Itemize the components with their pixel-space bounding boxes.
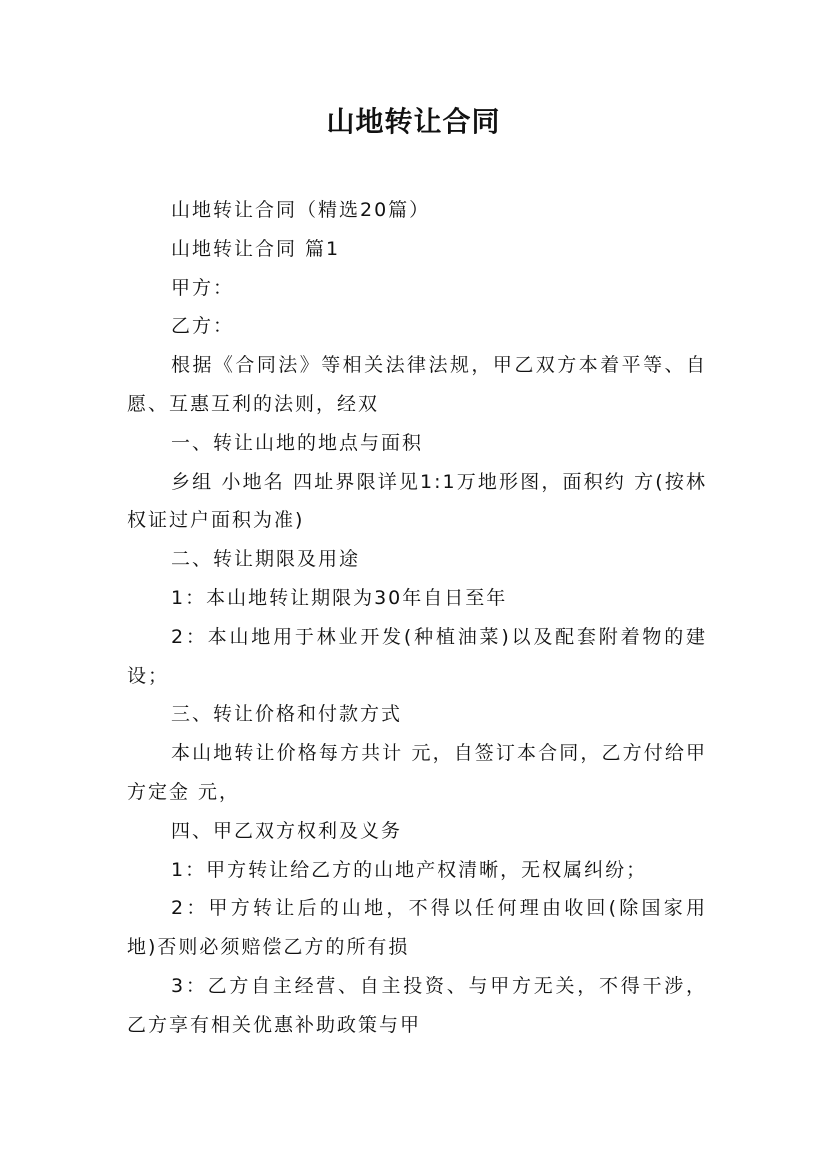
paragraph-heading-3: 三、转让价格和付款方式 bbox=[171, 703, 403, 726]
paragraph-price: 本山地转让价格每方共计 元，自签订本合同，乙方付给甲方定金 元， bbox=[127, 742, 707, 803]
paragraph-heading-2: 二、转让期限及用途 bbox=[171, 548, 361, 571]
paragraph-subtitle: 山地转让合同（精选20篇） bbox=[171, 199, 431, 221]
paragraph-right-2: 2：甲方转让后的山地，不得以任何理由收回(除国家用地)否则必须赔偿乙方的所有损 bbox=[127, 897, 707, 959]
document-title: 山地转让合同 bbox=[326, 105, 501, 138]
paragraph-right-1: 1：甲方转让给乙方的山地产权清晰，无权属纠纷； bbox=[171, 858, 648, 881]
paragraph-heading-4: 四、甲乙双方权利及义务 bbox=[171, 819, 403, 842]
paragraph-right-3: 3：乙方自主经营、自主投资、与甲方无关，不得干涉，乙方享有相关优惠补助政策与甲 bbox=[127, 974, 707, 1036]
paragraph-section-heading: 山地转让合同 篇1 bbox=[171, 237, 341, 260]
paragraph-party-a: 甲方： bbox=[171, 276, 235, 299]
paragraph-term: 1：本山地转让期限为30年自日至年 bbox=[171, 586, 508, 609]
paragraph-location: 乡组 小地名 四址界限详见1:1万地形图，面积约 方(按林权证过户面积为准) bbox=[127, 470, 707, 532]
paragraph-heading-1: 一、转让山地的地点与面积 bbox=[171, 431, 424, 454]
paragraph-preamble: 根据《合同法》等相关法律法规，甲乙双方本着平等、自愿、互惠互利的法则，经双 bbox=[127, 354, 707, 415]
paragraph-usage: 2：本山地用于林业开发(种植油菜)以及配套附着物的建设； bbox=[127, 625, 707, 687]
paragraph-party-b: 乙方： bbox=[171, 315, 235, 338]
document-body bbox=[127, 191, 707, 1045]
